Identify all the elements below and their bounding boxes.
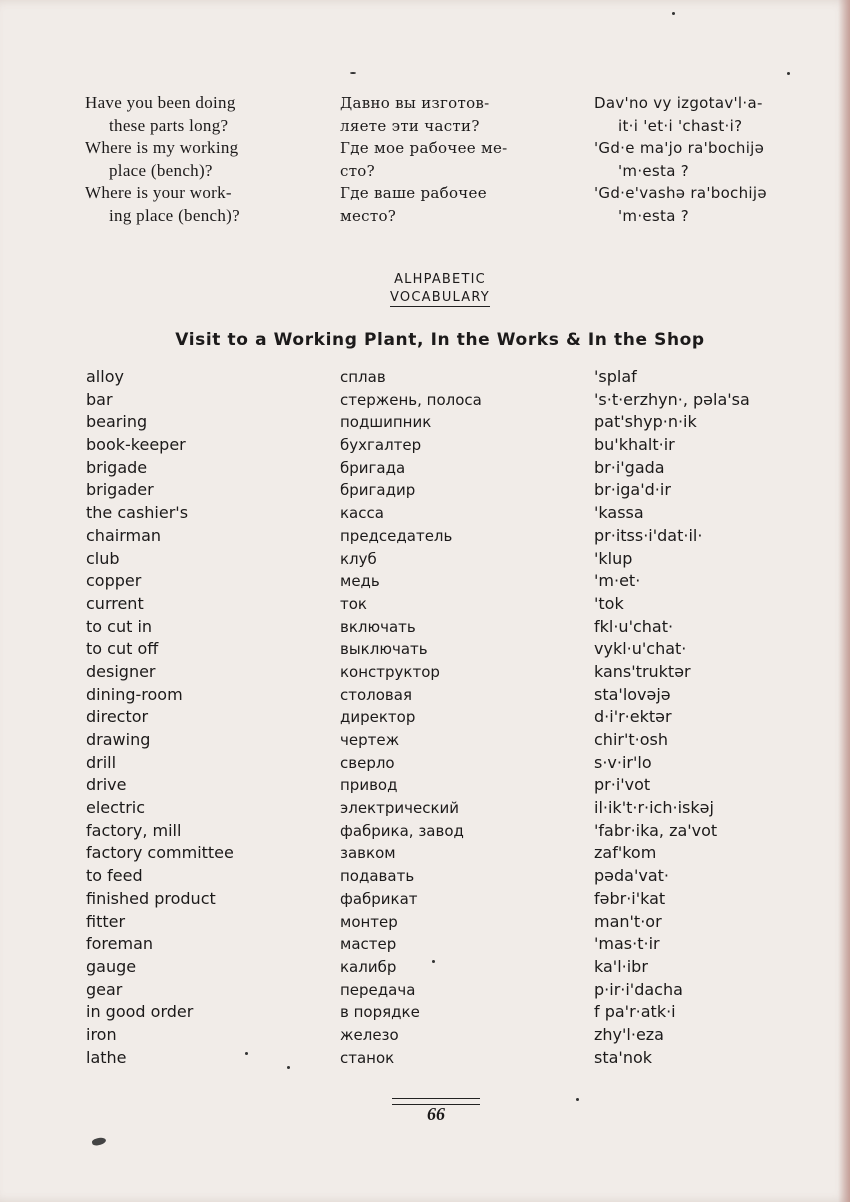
transliteration: bu'khalt·ir <box>594 435 675 455</box>
transliteration: 'kassa <box>594 503 644 523</box>
vocabulary-row <box>80 979 800 1002</box>
vocabulary-row <box>80 525 800 548</box>
english-term: drawing <box>86 730 151 749</box>
english-term: brigader <box>86 480 154 500</box>
russian-term: монтер <box>340 912 398 931</box>
transliteration: chir't·osh <box>594 730 668 749</box>
russian-term: клуб <box>340 549 377 568</box>
transliteration: pr·i'vot <box>594 775 651 795</box>
russian-term: железо <box>340 1025 399 1044</box>
transliteration: br·i'gada <box>594 457 665 477</box>
transliteration: sta'lovəjə <box>594 684 671 704</box>
ink-smudge <box>91 1136 106 1146</box>
vocabulary-row <box>80 389 800 412</box>
english-term: director <box>86 707 149 727</box>
russian-term: фабрикат <box>340 889 418 908</box>
russian-term: председатель <box>340 526 453 545</box>
english-term: the cashier's <box>86 503 189 523</box>
russian-term: мастер <box>340 935 397 954</box>
phrase-ru-cell <box>340 92 550 137</box>
phrase-ru-cell <box>340 137 550 182</box>
russian-term: директор <box>340 708 416 727</box>
vocabulary-row <box>80 865 800 888</box>
phrase-en-cell <box>85 182 295 227</box>
vocabulary-row <box>80 956 800 979</box>
english-term: gear <box>86 979 123 999</box>
phrase-line: place (bench)? <box>109 160 213 180</box>
vocabulary-row <box>80 661 800 684</box>
english-term: drive <box>86 775 127 795</box>
vocabulary-row <box>80 1047 800 1070</box>
phrase-line: 'm·esta ? <box>618 161 690 180</box>
english-term: in good order <box>86 1002 194 1022</box>
english-term: fitter <box>86 911 126 931</box>
transliteration: 's·t·erzhyn·, pəla'sa <box>594 389 750 409</box>
vocabulary-row <box>80 797 800 820</box>
vocabulary-row <box>80 434 800 457</box>
phrase-row <box>80 92 820 137</box>
transliteration: pəda'vat· <box>594 866 669 886</box>
english-term: finished product <box>86 888 216 908</box>
phrase-line: Where is your work- <box>85 183 232 202</box>
transliteration: s·v·ir'lo <box>594 752 652 772</box>
phrase-line: Где мое рабочее ме- <box>340 139 508 157</box>
vocabulary-row <box>80 1024 800 1047</box>
vocabulary-row <box>80 616 800 639</box>
phrase-line: 'Gd·e ma'jo ra'bochijə <box>594 139 765 157</box>
english-term: foreman <box>86 934 154 954</box>
russian-term: передача <box>340 980 416 999</box>
print-speck <box>576 1098 579 1101</box>
phrase-line: Have you been doing <box>85 93 236 112</box>
english-term: chairman <box>86 525 162 545</box>
russian-term: в порядке <box>340 1003 420 1022</box>
russian-term: электрический <box>340 799 460 818</box>
phrase-line: место? <box>340 206 397 225</box>
english-term: bearing <box>86 412 148 432</box>
print-speck <box>245 1052 248 1055</box>
transliteration: 'tok <box>594 593 624 613</box>
russian-term: подавать <box>340 867 415 886</box>
phrase-line: Где ваше рабочее <box>340 184 487 202</box>
phrase-tr-cell <box>594 182 824 227</box>
russian-term: чертеж <box>340 731 400 749</box>
english-term: factory, mill <box>86 820 182 840</box>
russian-term: стержень, полоса <box>340 390 482 409</box>
transliteration: ka'l·ibr <box>594 956 648 976</box>
transliteration: 'mas·t·ir <box>594 934 660 954</box>
phrase-en-cell <box>85 137 295 182</box>
english-term: bar <box>86 389 113 409</box>
vocabulary-row <box>80 366 800 389</box>
phrase-line: 'm·esta ? <box>618 206 690 225</box>
vocabulary-row <box>80 479 800 502</box>
english-term: alloy <box>86 367 124 386</box>
transliteration: d·i'r·ektər <box>594 707 672 727</box>
english-term: drill <box>86 752 117 772</box>
print-speck <box>350 72 356 74</box>
transliteration: sta'nok <box>594 1047 653 1067</box>
vocabulary-row <box>80 752 800 775</box>
english-term: designer <box>86 661 156 681</box>
vocabulary-row <box>80 820 800 843</box>
english-term: to cut off <box>86 639 159 659</box>
russian-term: подшипник <box>340 413 432 432</box>
russian-term: включать <box>340 617 416 636</box>
print-speck <box>672 12 675 15</box>
vocabulary-row <box>80 638 800 661</box>
phrase-line: Dav'no vy izgotav'l·a- <box>594 94 763 112</box>
print-speck <box>787 72 790 75</box>
phrase-en-cell <box>85 92 295 137</box>
transliteration: 'fabr·ika, za'vot <box>594 820 718 840</box>
phrase-line: ляете эти части? <box>340 116 480 135</box>
english-term: club <box>86 548 120 568</box>
transliteration: man't·or <box>594 911 662 931</box>
english-term: copper <box>86 571 142 591</box>
phrase-tr-cell <box>594 137 824 182</box>
english-term: to cut in <box>86 616 153 636</box>
russian-term: бригадир <box>340 481 416 500</box>
phrase-line: Where is my working <box>85 138 239 157</box>
vocabulary-row <box>80 706 800 729</box>
russian-term: сплав <box>340 368 386 386</box>
russian-term: медь <box>340 572 380 591</box>
transliteration: il·ik't·r·ich·iskəj <box>594 798 714 818</box>
phrase-list <box>80 92 820 227</box>
vocabulary-heading-line-1: ALHPABETIC <box>394 272 486 287</box>
transliteration: 'splaf <box>594 367 637 386</box>
transliteration: zhy'l·eza <box>594 1024 664 1044</box>
phrase-line: ing place (bench)? <box>109 205 240 225</box>
vocabulary-row <box>80 457 800 480</box>
print-speck <box>432 960 435 963</box>
phrase-line: these parts long? <box>109 115 229 135</box>
russian-term: привод <box>340 776 398 795</box>
transliteration: zaf'kom <box>594 843 657 863</box>
vocabulary-row <box>80 548 800 571</box>
transliteration: kans'truktər <box>594 661 691 681</box>
transliteration: pr·itss·i'dat·il· <box>594 525 703 545</box>
russian-term: бухгалтер <box>340 436 422 455</box>
vocabulary-list <box>80 366 800 1069</box>
phrase-line: Давно вы изготов- <box>340 94 490 112</box>
vocabulary-row <box>80 842 800 865</box>
transliteration: pat'shyp·n·ik <box>594 412 697 432</box>
phrase-line: сто? <box>340 161 375 180</box>
english-term: current <box>86 593 144 613</box>
english-term: factory committee <box>86 843 234 863</box>
vocabulary-row <box>80 911 800 934</box>
vocabulary-row <box>80 1001 800 1024</box>
russian-term: фабрика, завод <box>340 821 464 840</box>
page-number: 66 <box>427 1104 445 1124</box>
transliteration: fəbr·i'kat <box>594 888 666 908</box>
english-term: lathe <box>86 1047 127 1067</box>
english-term: dining-room <box>86 684 183 704</box>
russian-term: калибр <box>340 957 397 976</box>
vocabulary-heading-line-2 <box>0 290 850 305</box>
phrase-ru-cell <box>340 182 550 227</box>
transliteration: vykl·u'chat· <box>594 639 687 659</box>
phrase-tr-cell <box>594 92 824 137</box>
english-term: gauge <box>86 956 137 976</box>
russian-term: ток <box>340 594 367 613</box>
russian-term: конструктор <box>340 662 440 681</box>
vocabulary-row <box>80 729 800 752</box>
vocabulary-row <box>80 888 800 911</box>
phrase-line: it·i 'et·i 'chast·i? <box>618 116 743 135</box>
transliteration: br·iga'd·ir <box>594 480 671 500</box>
vocabulary-row <box>80 502 800 525</box>
russian-term: выключать <box>340 640 428 659</box>
transliteration: fkl·u'chat· <box>594 616 674 636</box>
vocabulary-row <box>80 774 800 797</box>
russian-term: станок <box>340 1048 395 1067</box>
russian-term: бригада <box>340 458 406 477</box>
vocabulary-row <box>80 570 800 593</box>
english-term: electric <box>86 798 146 818</box>
english-term: iron <box>86 1024 117 1044</box>
transliteration: 'klup <box>594 548 633 568</box>
print-speck <box>287 1066 290 1069</box>
vocabulary-row <box>80 411 800 434</box>
section-subtitle: Visit to a Working Plant, In the Works & In the Shop <box>175 330 705 350</box>
vocabulary-heading-text: VOCABULARY <box>390 290 490 305</box>
russian-term: столовая <box>340 685 412 704</box>
page-edge-shadow <box>838 0 850 1202</box>
english-term: to feed <box>86 866 143 886</box>
phrase-row <box>80 137 820 182</box>
vocabulary-row <box>80 593 800 616</box>
transliteration: f pa'r·atk·i <box>594 1002 676 1022</box>
phrase-line: 'Gd·e'vashə ra'bochijə <box>594 184 767 202</box>
vocabulary-row <box>80 933 800 956</box>
transliteration: 'm·et· <box>594 571 641 591</box>
russian-term: завком <box>340 844 396 863</box>
english-term: brigade <box>86 457 148 477</box>
transliteration: p·ir·i'dacha <box>594 979 683 999</box>
russian-term: касса <box>340 504 384 523</box>
russian-term: сверло <box>340 753 395 772</box>
phrase-row <box>80 182 820 227</box>
english-term: book-keeper <box>86 435 186 455</box>
vocabulary-row <box>80 684 800 707</box>
